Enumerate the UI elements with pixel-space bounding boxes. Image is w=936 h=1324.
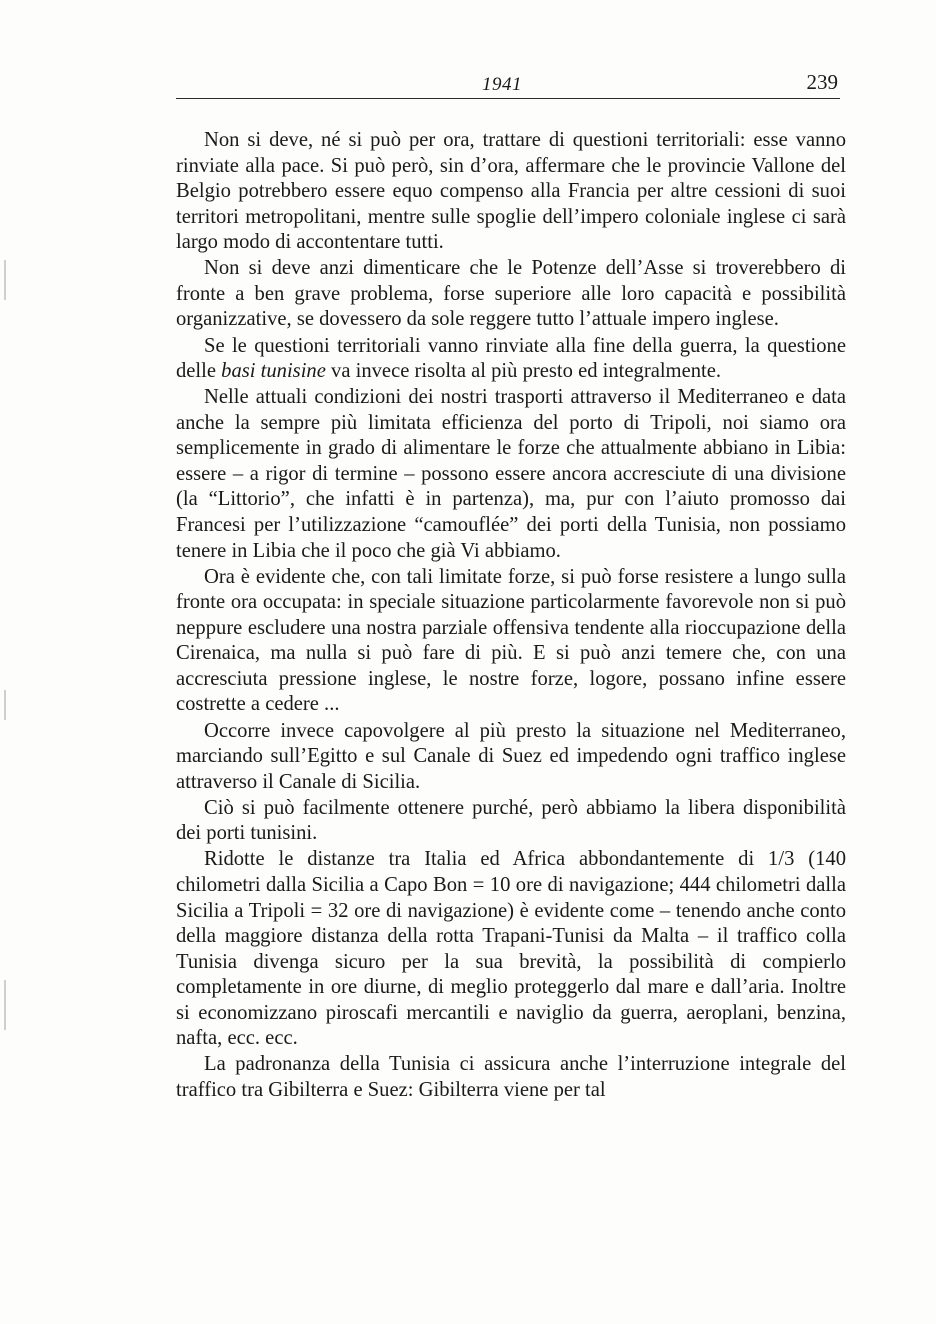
- scan-gutter-shadow: [4, 260, 6, 300]
- page-number: 239: [806, 70, 838, 94]
- paragraph: [176, 847, 846, 1051]
- paragraph: [176, 256, 846, 333]
- paragraph: [176, 1052, 846, 1103]
- paragraph-text: Occorre invece capovolgere al più presto la situazione nel Mediterraneo, marciando sull’Egitto e sul Canale di Suez ed impedendo ogni traffico inglese attraverso il Canale di Sicilia.: [176, 719, 846, 793]
- paragraph-text: va invece risolta al più presto ed integralmente.: [325, 360, 722, 383]
- paragraph-text: Ora è evidente che, con tali limitate forze, si può forse resistere a lungo sulla fronte ora occupata: in speciale situazione particolarmente favorevole non si può neppure escludere una nostra parziale offensiva tendente alla rioccupazione della Cirenaica, ma nulla si può fare di più. E si può anzi temere che, con una accresciuta pressione inglese, le nostre forze, logore, possano infine essere costrette a cedere ...: [176, 565, 846, 716]
- paragraph: [176, 385, 846, 564]
- paragraph: [176, 796, 846, 847]
- paragraph-text: Ridotte le distanze tra Italia ed Africa abbondantemente di 1/3 (140 chilometri dalla Sicilia a Capo Bon = 10 ore di navigazione; 444 chilometri dalla Sicilia a Tripoli = 32 ore di navigazione) è evidente come – tenendo anche conto della maggiore distanza della rotta Trapani-Tunisi da Malta – il traffico colla Tunisia divenga sicuro per la sua brevità, la possibilità di compierlo completamente in ore diurne, di meglio proteggerlo dal mare e dall’aria. Inoltre si economizzano piroscafi mercantili e naviglio da guerra, aeroplani, benzina, nafta, ecc. ecc.: [176, 848, 846, 1050]
- paragraph: [176, 719, 846, 796]
- scan-gutter-shadow: [4, 980, 6, 1030]
- paragraph-text: La padronanza della Tunisia ci assicura anche l’interruzione integrale del traffico tra Gibilterra e Suez: Gibilterra viene per tal: [176, 1053, 846, 1101]
- paragraph: [176, 128, 846, 256]
- emphasized-text: basi tunisine: [221, 360, 326, 383]
- paragraph: [176, 565, 846, 718]
- paragraph-text: Non si deve, né si può per ora, trattare di questioni territoriali: esse vanno rinviate alla pace. Si può però, sin d’ora, affermare che le provincie Vallone del Belgio potrebbero essere equo compenso alla Francia per altre cessioni di suoi territori metropolitani, mentre sulle spoglie dell’impero coloniale inglese ci sarà largo modo di accontentare tutti.: [176, 129, 846, 254]
- paragraph-text: Non si deve anzi dimenticare che le Potenze dell’Asse si troverebbero di fronte a ben grave problema, forse superiore alle loro capacità e possibilità organizzative, se dovessero da sole reggere tutto l’attuale impero inglese.: [176, 257, 846, 331]
- paragraph-text: Se le questioni territoriali vanno rinviate alla fine della guerra, la questione delle: [176, 334, 846, 383]
- page-header: [176, 68, 840, 99]
- paragraph-text: Ciò si può facilmente ottenere purché, però abbiamo la libera disponibilità dei porti tunisini.: [176, 796, 846, 845]
- running-head: 1941: [482, 74, 522, 95]
- scan-gutter-shadow: [4, 690, 6, 720]
- paragraph: [176, 334, 846, 385]
- paragraph-text: Nelle attuali condizioni dei nostri trasporti attraverso il Mediterraneo e data anche la sempre più limitata efficienza del porto di Tripoli, noi siamo ora semplicemente in grado di alimentare le forze che attualmente abbiano in Libia: essere – a rigor di termine – possono essere ancora accresciute di una divisione (la “Littorio”, che infatti è in partenza), ma, pur con l’aiuto promosso dai Francesi per l’utilizzazione “camouflée” dei porti della Tunisia, non possiamo tenere in Libia che il poco che già Vi abbiamo.: [176, 386, 846, 562]
- body-text: [176, 128, 846, 1104]
